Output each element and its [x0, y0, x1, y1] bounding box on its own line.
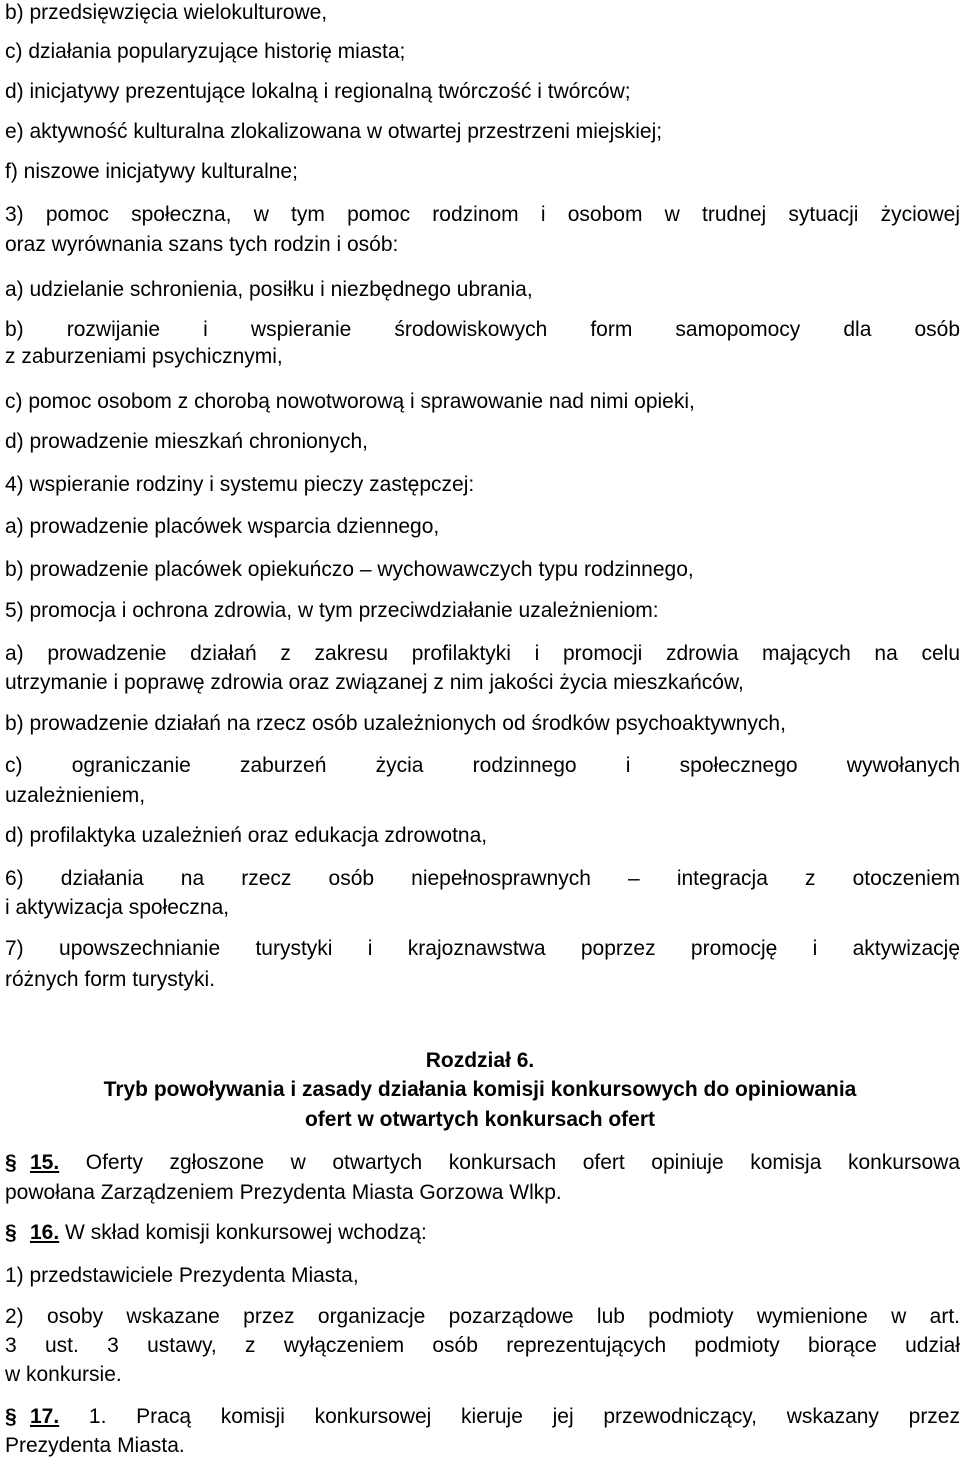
paragraph-17-continuation: Prezydenta Miasta. — [5, 1434, 185, 1457]
list-item-continuation: w konkursie. — [5, 1363, 122, 1386]
list-item: e) aktywność kulturalna zlokalizowana w otwartej przestrzeni miejskiej; — [5, 120, 663, 143]
list-item: b) przedsięwzięcia wielokulturowe, — [5, 1, 328, 24]
list-item-continuation: uzależnieniem, — [5, 784, 146, 807]
paragraph-number: 17. — [30, 1405, 60, 1428]
list-item-continuation: utrzymanie i poprawę zdrowia oraz związanej z nim jakości życia mieszkańców, — [5, 671, 744, 694]
list-item: 4) wspieranie rodziny i systemu pieczy zastępczej: — [5, 473, 475, 496]
paragraph-text: Oferty zgłoszone w otwartych konkursach ofert opiniuje komisja konkursowa — [85, 1151, 960, 1174]
list-item: 7) upowszechnianie turystyki i krajoznawstwa poprzez promocję i aktywizację — [5, 937, 960, 960]
paragraph-15-continuation: powołana Zarządzeniem Prezydenta Miasta Gorzowa Wlkp. — [5, 1181, 562, 1204]
list-item: b) prowadzenie działań na rzecz osób uzależnionych od środków psychoaktywnych, — [5, 712, 786, 735]
list-item-continuation: z zaburzeniami psychicznymi, — [5, 345, 283, 368]
paragraph-16-line — [30, 1218, 960, 1248]
list-item: a) udzielanie schronienia, posiłku i niezbędnego ubrania, — [5, 278, 533, 301]
list-item: c) działania popularyzujące historię miasta; — [5, 40, 406, 63]
list-item: 1) przedstawiciele Prezydenta Miasta, — [5, 1264, 359, 1287]
list-item: f) niszowe inicjatywy kulturalne; — [5, 160, 298, 183]
list-item: b) prowadzenie placówek opiekuńczo – wychowawczych typu rodzinnego, — [5, 558, 694, 581]
list-item: 5) promocja i ochrona zdrowia, w tym przeciwdziałanie uzależnieniom: — [5, 599, 659, 622]
list-item: a) prowadzenie działań z zakresu profilaktyki i promocji zdrowia mających na celu — [5, 642, 960, 665]
chapter-title-continuation: ofert w otwartych konkursach ofert — [304, 1108, 656, 1131]
list-item: c) ograniczanie zaburzeń życia rodzinnego i społecznego wywołanych — [5, 754, 960, 777]
list-item-continuation: oraz wyrównania szans tych rodzin i osób: — [5, 233, 399, 256]
list-item: 3) pomoc społeczna, w tym pomoc rodzinom i osobom w trudnej sytuacji życiowej — [5, 203, 960, 226]
list-item: a) prowadzenie placówek wsparcia dziennego, — [5, 515, 440, 538]
section-sign: § — [5, 1221, 17, 1244]
list-item: c) pomoc osobom z chorobą nowotworową i sprawowanie nad nimi opieki, — [5, 390, 695, 413]
chapter-number: Rozdział 6. — [425, 1049, 535, 1072]
list-item: d) inicjatywy prezentujące lokalną i regionalną twórczość i twórców; — [5, 80, 631, 103]
list-item-continuation: różnych form turystyki. — [5, 968, 216, 991]
paragraph-number: 15. — [30, 1151, 60, 1174]
chapter-title: Tryb powoływania i zasady działania komisji konkursowych do opiniowania — [103, 1078, 857, 1101]
paragraph-15-line — [30, 1148, 960, 1178]
paragraph-number: 16. — [30, 1221, 60, 1244]
list-item-continuation: 3 ust. 3 ustawy, z wyłączeniem osób reprezentujących podmioty biorące udział — [5, 1334, 960, 1357]
list-item: 6) działania na rzecz osób niepełnosprawnych – integracja z otoczeniem — [5, 867, 960, 890]
list-item: d) profilaktyka uzależnień oraz edukacja zdrowotna, — [5, 824, 488, 847]
list-item: d) prowadzenie mieszkań chronionych, — [5, 430, 369, 453]
paragraph-17-line — [30, 1402, 960, 1432]
list-item: 2) osoby wskazane przez organizacje pozarządowe lub podmioty wymienione w art. — [5, 1305, 960, 1328]
paragraph-text: W skład komisji konkursowej wchodzą: — [65, 1221, 427, 1244]
section-sign: § — [5, 1151, 17, 1174]
list-item-continuation: i aktywizacja społeczna, — [5, 896, 230, 919]
list-item: b) rozwijanie i wspieranie środowiskowych form samopomocy dla osób — [5, 318, 960, 341]
paragraph-text: 1. Pracą komisji konkursowej kieruje jej przewodniczący, wskazany przez — [88, 1405, 960, 1428]
section-sign: § — [5, 1405, 17, 1428]
